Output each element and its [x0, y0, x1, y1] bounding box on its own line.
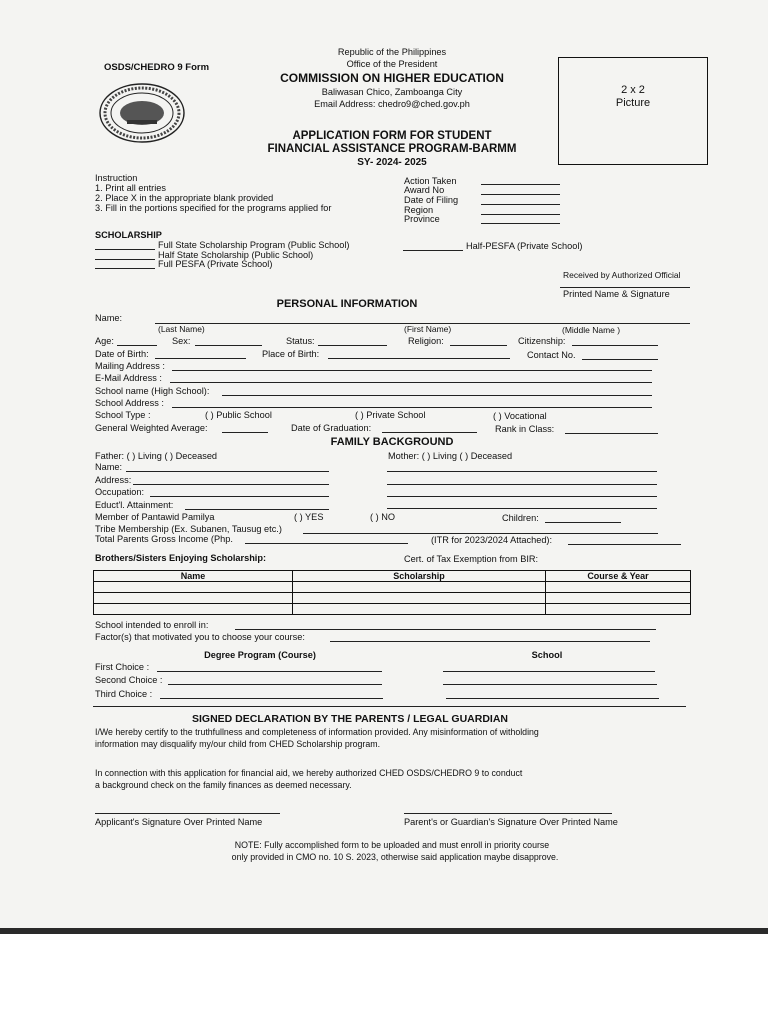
- educ-label: Educt'l. Attainment:: [95, 500, 174, 510]
- office-line: Office of the President: [346, 59, 438, 69]
- mother-status[interactable]: Mother: ( ) Living ( ) Deceased: [388, 451, 513, 461]
- commission-address: Baliwasan Chico, Zamboanga City: [321, 87, 463, 97]
- second-choice-school-field[interactable]: [443, 684, 657, 685]
- itr-field[interactable]: [568, 544, 681, 545]
- parent-signature-field[interactable]: [404, 813, 612, 814]
- applicant-signature-label: Applicant's Signature Over Printed Name: [95, 817, 263, 827]
- age-label: Age:: [95, 336, 114, 346]
- region-field[interactable]: [481, 214, 560, 215]
- last-name-caption: (Last Name): [158, 324, 205, 334]
- age-field[interactable]: [117, 345, 157, 346]
- third-choice-school-field[interactable]: [446, 698, 659, 699]
- school-address-label: School Address :: [95, 398, 164, 408]
- parent-name-label: Name:: [95, 462, 123, 472]
- received-by-label: Received by Authorized Official: [563, 270, 681, 280]
- itr-label: (ITR for 2023/2024 Attached):: [431, 535, 553, 545]
- picture-label: Picture: [615, 97, 651, 109]
- tax-exemption-label: Cert. of Tax Exemption from BIR:: [404, 554, 539, 564]
- mother-educ-field[interactable]: [387, 508, 657, 509]
- rank-label: Rank in Class:: [495, 424, 555, 434]
- table-row: [94, 604, 691, 615]
- gwa-field[interactable]: [222, 432, 268, 433]
- instruction-item: 2. Place X in the appropriate blank provided: [95, 193, 274, 203]
- column-header: Name: [94, 571, 293, 582]
- second-choice-course-field[interactable]: [168, 684, 382, 685]
- status-field[interactable]: [318, 345, 387, 346]
- table-row: [94, 582, 691, 593]
- scholarship-option: Full PESFA (Private School): [158, 259, 273, 269]
- instruction-heading: Instruction: [95, 173, 138, 183]
- father-name-field[interactable]: [126, 471, 329, 472]
- siblings-table: [93, 570, 691, 615]
- declaration-text: information may disqualify my/our child from CHED Scholarship program.: [95, 739, 381, 749]
- instruction-item: 1. Print all entries: [95, 183, 166, 193]
- scholarship-option: Half-PESFA (Private School): [466, 241, 583, 251]
- column-header: Scholarship: [293, 571, 546, 582]
- religion-field[interactable]: [450, 345, 507, 346]
- parent-address-label: Address:: [95, 475, 132, 485]
- title-line-3: SY- 2024- 2025: [357, 157, 427, 168]
- name-label: Name:: [95, 313, 123, 323]
- table-row: [94, 593, 691, 604]
- office-use-label: Province: [404, 214, 440, 224]
- children-field[interactable]: [545, 522, 621, 523]
- occupation-label: Occupation:: [95, 487, 145, 497]
- father-address-field[interactable]: [133, 484, 329, 485]
- graduation-field[interactable]: [382, 432, 477, 433]
- third-choice-course-field[interactable]: [160, 698, 383, 699]
- hs-name-label: School name (High School):: [95, 386, 210, 396]
- office-use-label: Date of Filing: [404, 195, 459, 205]
- third-choice-label: Third Choice :: [95, 689, 153, 699]
- school-enroll-label: School intended to enroll in:: [95, 620, 209, 630]
- gwa-label: General Weighted Average:: [95, 423, 208, 433]
- graduation-label: Date of Graduation:: [291, 423, 372, 433]
- pob-label: Place of Birth:: [262, 349, 320, 359]
- mother-address-field[interactable]: [387, 484, 657, 485]
- middle-name-caption: (Middle Name ): [562, 325, 621, 335]
- scholarship-heading: SCHOLARSHIP: [95, 230, 162, 240]
- second-choice-label: Second Choice :: [95, 675, 163, 685]
- first-choice-school-field[interactable]: [443, 671, 655, 672]
- public-school-option[interactable]: ( ) Public School: [205, 410, 272, 420]
- rank-field[interactable]: [565, 433, 658, 434]
- personal-info-heading: PERSONAL INFORMATION: [276, 298, 418, 310]
- scholarship-checkbox[interactable]: [95, 249, 155, 250]
- date-of-filing-field[interactable]: [481, 204, 560, 205]
- children-label: Children:: [502, 513, 539, 523]
- award-no-field[interactable]: [481, 194, 560, 195]
- family-heading: FAMILY BACKGROUND: [330, 436, 454, 448]
- declaration-text: a background check on the family finances as deemed necessary.: [95, 780, 352, 790]
- republic-line: Republic of the Philippines: [337, 47, 447, 57]
- action-taken-field[interactable]: [481, 184, 560, 185]
- mother-occupation-field[interactable]: [387, 496, 657, 497]
- declaration-text: I/We hereby certify to the truthfullness and completeness of information provided. Any misinformation of witholding: [95, 727, 539, 737]
- ched-seal-icon: [97, 82, 187, 144]
- vocational-option[interactable]: ( ) Vocational: [493, 411, 547, 421]
- email-label: E-Mail Address :: [95, 373, 162, 383]
- form-code: OSDS/CHEDRO 9 Form: [104, 62, 210, 73]
- school-enroll-field[interactable]: [235, 629, 656, 630]
- office-use-label: Award No: [404, 185, 445, 195]
- dob-label: Date of Birth:: [95, 349, 149, 359]
- title-line-1: APPLICATION FORM FOR STUDENT: [292, 130, 492, 142]
- column-header: Course & Year: [546, 571, 691, 582]
- section-divider: [93, 706, 686, 707]
- income-label: Total Parents Gross Income (Php.: [95, 534, 233, 544]
- scholarship-checkbox[interactable]: [95, 259, 155, 260]
- siblings-label: Brothers/Sisters Enjoying Scholarship:: [95, 553, 267, 563]
- commission-email: Email Address: chedro9@ched.gov.ph: [314, 99, 470, 109]
- pantawid-no-option[interactable]: ( ) NO: [370, 512, 396, 522]
- tribe-field[interactable]: [303, 533, 658, 534]
- applicant-signature-field[interactable]: [95, 813, 280, 814]
- scan-edge: [0, 928, 768, 934]
- status-label: Status:: [286, 336, 315, 346]
- school-heading: School: [531, 650, 563, 660]
- school-address-field[interactable]: [172, 407, 652, 408]
- office-use-label: Action Taken: [404, 176, 457, 186]
- note-line: NOTE: Fully accomplished form to be uploaded and must enroll in priority course: [234, 840, 550, 850]
- parent-signature-label: Parent's or Guardian's Signature Over Printed Name: [404, 817, 618, 827]
- dob-field[interactable]: [155, 358, 246, 359]
- contact-label: Contact No.: [527, 350, 576, 360]
- scholarship-checkbox[interactable]: [403, 250, 463, 251]
- instruction-item: 3. Fill in the portions specified for the programs applied for: [95, 203, 332, 213]
- father-status[interactable]: Father: ( ) Living ( ) Deceased: [95, 451, 218, 461]
- citizenship-label: Citizenship:: [518, 336, 566, 346]
- tribe-label: Tribe Membership (Ex. Subanen, Tausug etc.): [95, 524, 282, 534]
- printed-name-label: Printed Name & Signature: [563, 289, 670, 299]
- first-choice-label: First Choice :: [95, 662, 150, 672]
- note-line: only provided in CMO no. 10 S. 2023, otherwise said application maybe disapprove.: [231, 852, 559, 862]
- citizenship-field[interactable]: [572, 345, 658, 346]
- declaration-heading: SIGNED DECLARATION BY THE PARENTS / LEGAL GUARDIAN: [192, 713, 508, 725]
- income-field[interactable]: [245, 543, 408, 544]
- email-field[interactable]: [170, 382, 652, 383]
- picture-box: [558, 57, 708, 165]
- first-choice-course-field[interactable]: [157, 671, 382, 672]
- received-by-signature-field[interactable]: [560, 287, 690, 288]
- title-line-2: FINANCIAL ASSISTANCE PROGRAM-BARMM: [267, 143, 517, 155]
- mother-name-field[interactable]: [387, 471, 657, 472]
- religion-label: Religion:: [408, 336, 444, 346]
- mailing-label: Mailing Address :: [95, 361, 165, 371]
- table-header-row: [94, 571, 691, 582]
- private-school-option[interactable]: ( ) Private School: [355, 410, 426, 420]
- declaration-text: In connection with this application for financial aid, we hereby authorized CHED OSDS/CHEDRO 9 to conduct: [95, 768, 523, 778]
- school-type-label: School Type :: [95, 410, 151, 420]
- father-educ-field[interactable]: [185, 509, 329, 510]
- factors-field[interactable]: [330, 641, 650, 642]
- scholarship-checkbox[interactable]: [95, 268, 155, 269]
- scholarship-option: Full State Scholarship Program (Public School): [158, 240, 350, 250]
- first-name-caption: (First Name): [404, 324, 452, 334]
- sex-label: Sex:: [172, 336, 191, 346]
- pantawid-yes-option[interactable]: ( ) YES: [294, 512, 324, 522]
- pantawid-label: Member of Pantawid Pamilya: [95, 512, 215, 522]
- degree-heading: Degree Program (Course): [204, 650, 316, 660]
- father-occupation-field[interactable]: [150, 496, 329, 497]
- factors-label: Factor(s) that motivated you to choose your course:: [95, 632, 305, 642]
- office-use-label: Region: [404, 205, 434, 215]
- sex-field[interactable]: [195, 345, 262, 346]
- province-field[interactable]: [481, 223, 560, 224]
- mailing-address-field[interactable]: [172, 370, 652, 371]
- contact-field[interactable]: [582, 359, 658, 360]
- scholarship-option: Half State Scholarship (Public School): [158, 250, 314, 260]
- commission-name: COMMISSION ON HIGHER EDUCATION: [280, 71, 504, 85]
- pob-field[interactable]: [328, 358, 510, 359]
- picture-size: 2 x 2: [621, 84, 645, 96]
- hs-name-field[interactable]: [222, 395, 652, 396]
